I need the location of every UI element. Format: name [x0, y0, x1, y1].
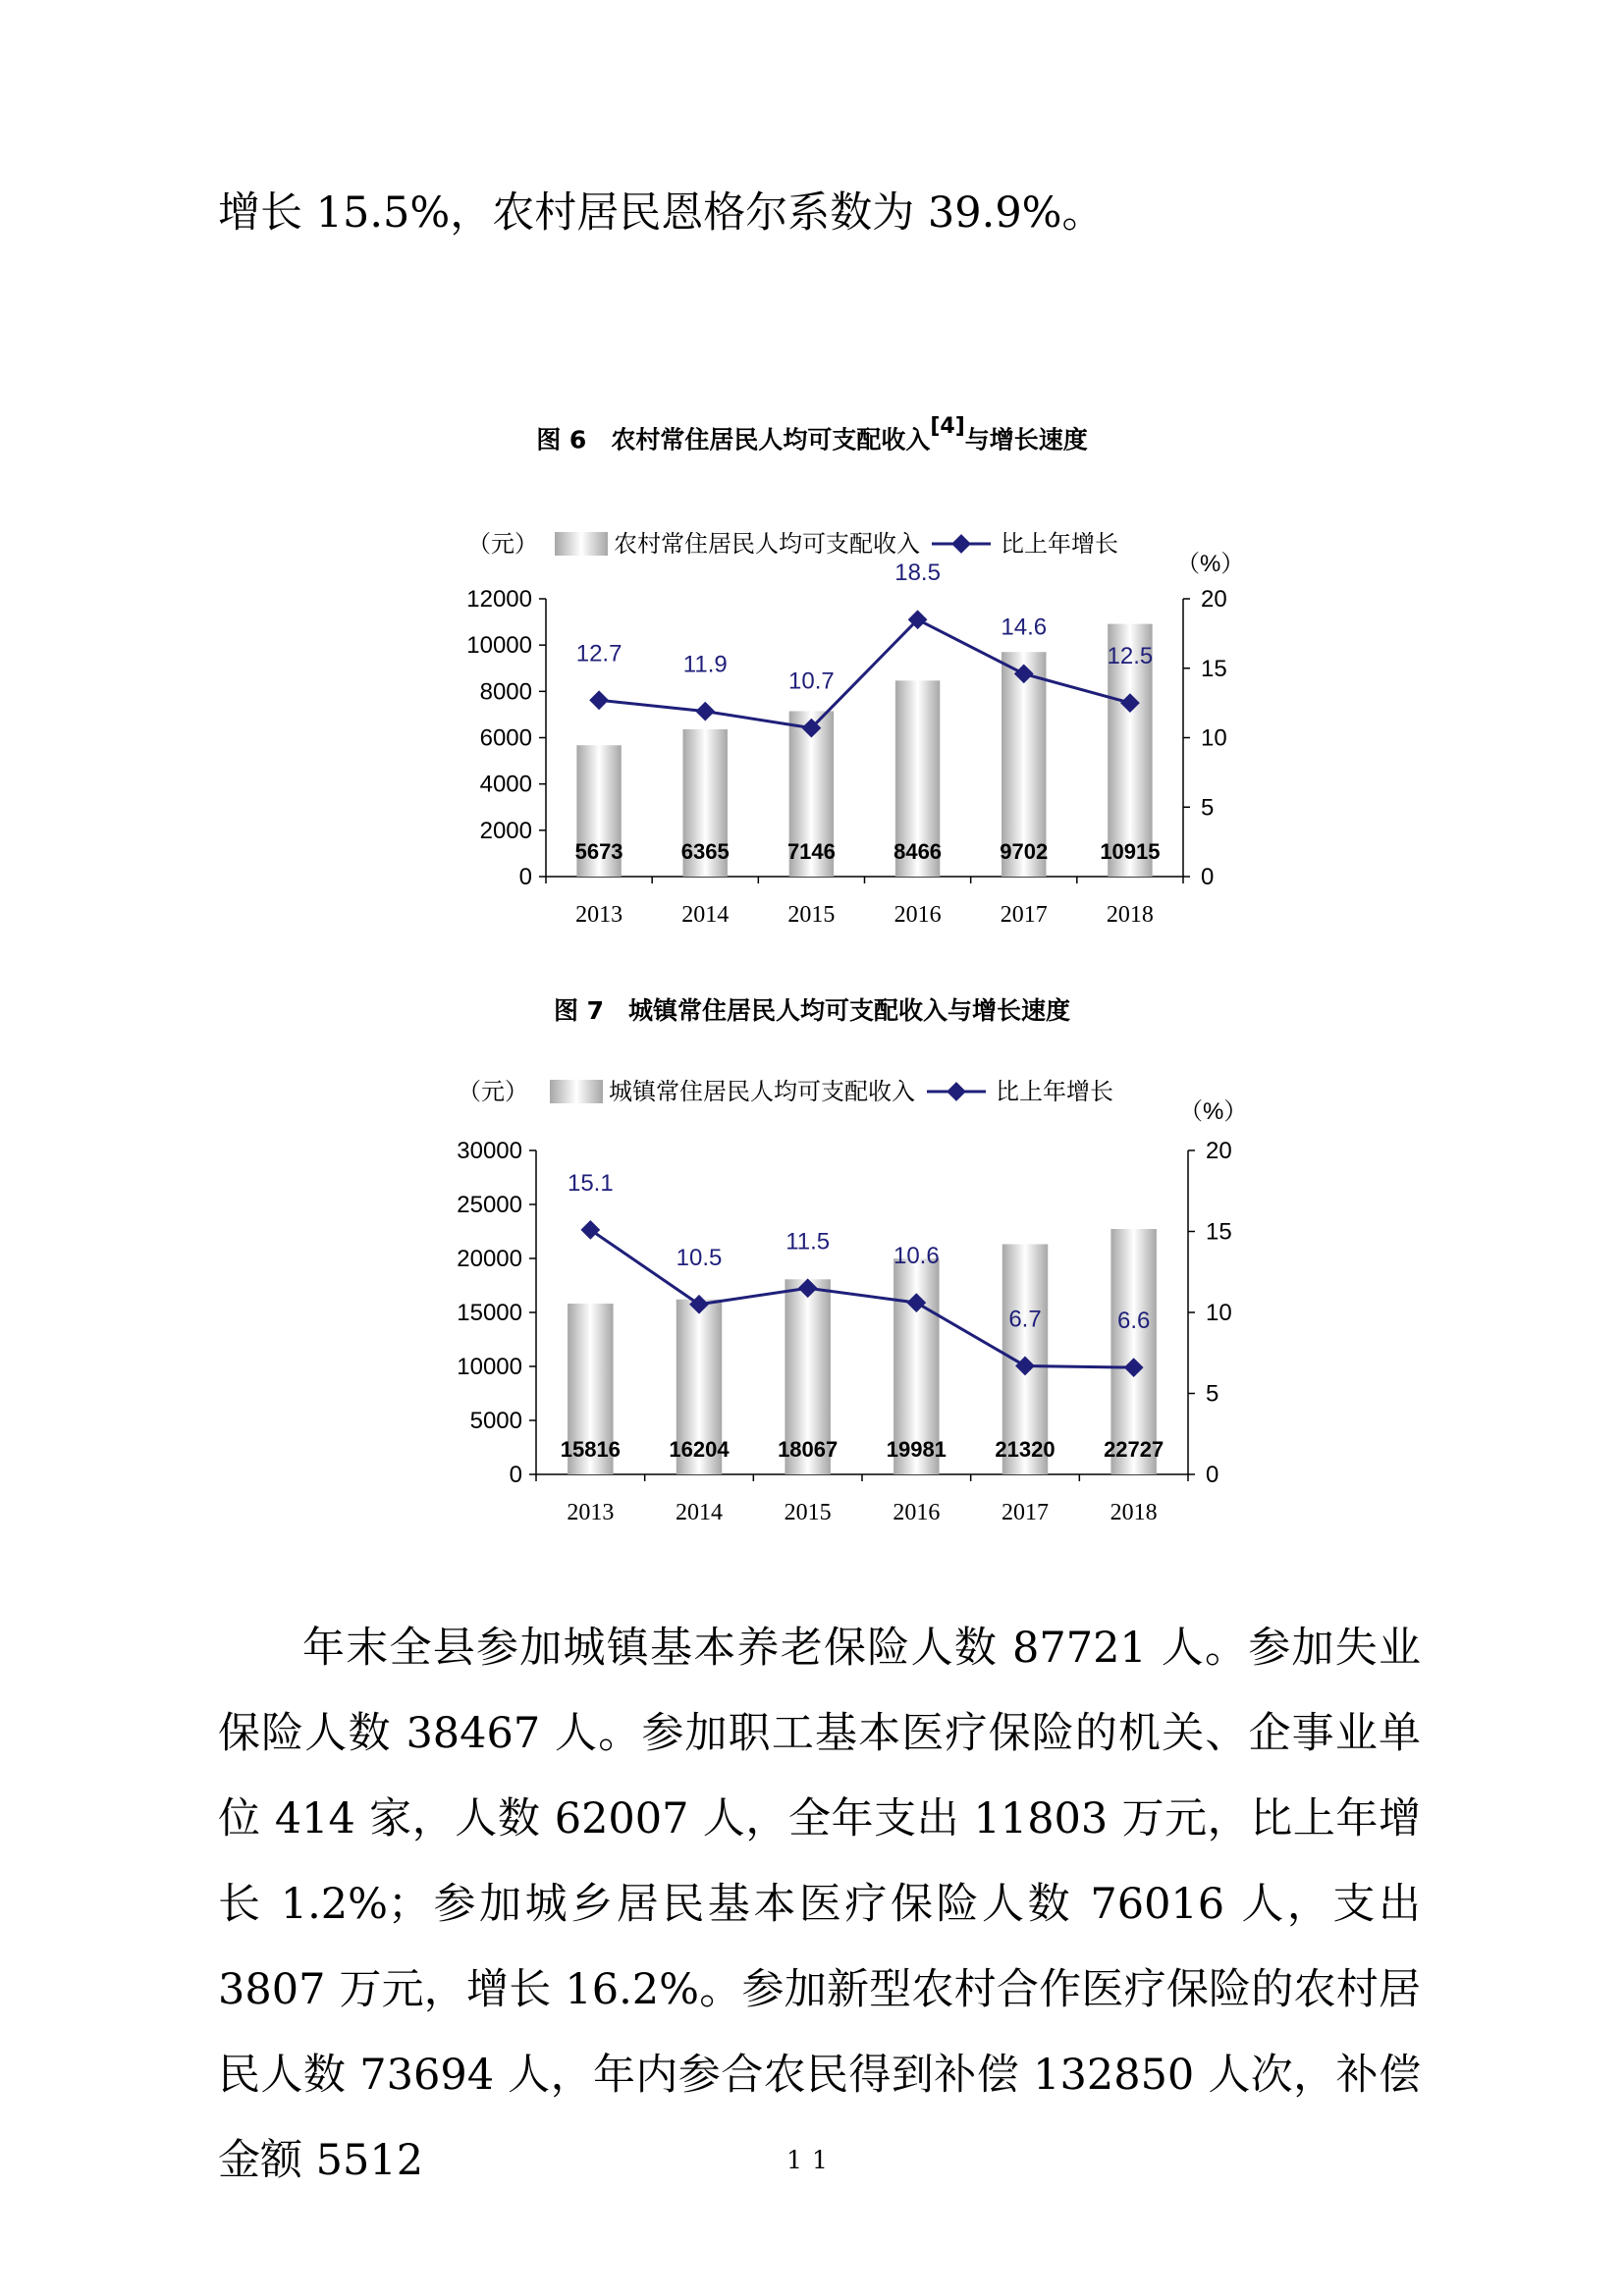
legend-bar-swatch: [550, 1080, 603, 1103]
growth-value-label: 10.6: [893, 1243, 940, 1270]
y-right-unit: （%）: [1176, 551, 1245, 577]
page-number: 11: [786, 2146, 838, 2174]
legend-line-marker: [947, 1082, 966, 1101]
growth-point: [580, 1220, 600, 1240]
y-right-tick-label: 10: [1206, 1300, 1232, 1326]
bar-value-label: 21320: [995, 1437, 1056, 1462]
x-tick-label: 2016: [893, 902, 942, 928]
y-right-tick-label: 20: [1206, 1138, 1232, 1164]
growth-point: [695, 702, 715, 721]
legend-line-marker: [951, 534, 971, 554]
figure-7-title: 图 7 城镇常住居民人均可支配收入与增长速度: [553, 996, 1071, 1025]
bar-value-label: 10915: [1100, 839, 1161, 864]
bar-value-label: 16204: [669, 1437, 730, 1462]
growth-value-label: 6.6: [1116, 1308, 1151, 1335]
growth-value-label: 11.9: [682, 651, 728, 678]
legend-line-label: 比上年增长: [996, 1079, 1113, 1105]
y-right-tick-label: 5: [1206, 1380, 1219, 1408]
legend-bar-swatch: [555, 532, 608, 556]
growth-point: [589, 690, 609, 710]
bar-value-label: 22727: [1104, 1437, 1164, 1462]
y-right-unit: （%）: [1179, 1098, 1248, 1125]
chart-urban-income: [0, 1060, 1624, 1551]
x-tick-label: 2016: [893, 1500, 941, 1525]
x-tick-label: 2014: [676, 1500, 723, 1525]
y-left-tick-label: 6000: [479, 724, 532, 752]
chart-rural-income: [0, 510, 1624, 952]
growth-value-label: 18.5: [894, 560, 941, 587]
growth-value-label: 12.7: [575, 640, 623, 667]
bar-value-label: 9702: [1000, 839, 1049, 864]
legend-bar-label: 城镇常住居民人均可支配收入: [609, 1079, 915, 1105]
y-left-tick-label: 4000: [479, 771, 532, 798]
bar-value-label: 15816: [560, 1437, 621, 1462]
body-paragraph: 年末全县参加城镇基本养老保险人数 87721 人。参加失业保险人数 38467 人。参加职工基本医疗保险的机关、企事业单位 414 家，人数 62007 人，全年支出 11803 万元，比上年增长 1.2%；参加城乡居民基本医疗保险人数 76016 人，支出 3807 万元，增长 16.2%。参加新型农村合作医疗保险的农村居民人数 73694 人，年内参合农民得到补偿 132850 人次，补偿金额 5512: [218, 1624, 1421, 2185]
x-tick-label: 2017: [1001, 1500, 1049, 1525]
legend-bar-label: 农村常住居民人均可支配收入: [614, 531, 920, 558]
y-right-tick-label: 15: [1201, 655, 1227, 682]
bar-value-label: 5673: [574, 839, 623, 864]
growth-value-label: 10.5: [676, 1244, 723, 1271]
bar-value-label: 7146: [786, 839, 836, 864]
bar-value-label: 19981: [886, 1437, 947, 1462]
y-left-tick-label: 0: [518, 864, 532, 890]
y-left-tick-label: 8000: [479, 678, 532, 706]
growth-value-label: 6.7: [1008, 1306, 1042, 1333]
growth-value-label: 12.5: [1107, 643, 1154, 670]
y-left-tick-label: 10000: [466, 632, 532, 660]
y-left-tick-label: 25000: [457, 1192, 522, 1218]
x-tick-label: 2015: [784, 1500, 832, 1525]
growth-value-label: 14.6: [1001, 614, 1048, 641]
y-left-tick-label: 15000: [457, 1300, 522, 1326]
figure-6-title-tail: 与增长速度: [964, 425, 1088, 454]
y-left-tick-label: 5000: [469, 1408, 522, 1434]
body-text-top: 增长 15.5%，农村居民恩格尔系数为 39.9%。: [218, 188, 1105, 238]
x-tick-label: 2017: [1000, 902, 1048, 928]
y-left-tick-label: 0: [509, 1462, 522, 1488]
bar-value-label: 8466: [893, 839, 943, 864]
y-right-tick-label: 0: [1201, 864, 1215, 890]
growth-line: [590, 1230, 1133, 1367]
x-tick-label: 2014: [681, 902, 730, 928]
y-left-tick-label: 10000: [457, 1354, 522, 1380]
y-right-tick-label: 10: [1201, 724, 1227, 752]
y-left-unit: （元）: [467, 531, 538, 558]
growth-value-label: 11.5: [785, 1228, 831, 1255]
growth-line: [599, 619, 1130, 727]
y-right-tick-label: 0: [1206, 1462, 1219, 1488]
y-right-tick-label: 15: [1206, 1218, 1232, 1246]
x-tick-label: 2013: [575, 902, 623, 928]
bar-value-label: 6365: [680, 839, 730, 864]
y-left-tick-label: 20000: [457, 1246, 522, 1272]
growth-value-label: 10.7: [788, 667, 835, 695]
bar-value-label: 18067: [778, 1437, 839, 1462]
y-left-unit: （元）: [458, 1079, 528, 1105]
y-left-tick-label: 12000: [466, 586, 532, 613]
x-tick-label: 2018: [1106, 902, 1154, 928]
x-tick-label: 2013: [567, 1500, 615, 1525]
legend-line-label: 比上年增长: [1001, 531, 1118, 558]
figure-6-title: [0, 414, 1624, 455]
x-tick-label: 2015: [787, 902, 836, 928]
y-right-tick-label: 5: [1201, 794, 1215, 822]
x-tick-label: 2018: [1110, 1500, 1158, 1525]
y-left-tick-label: 30000: [457, 1138, 522, 1164]
growth-value-label: 15.1: [567, 1169, 614, 1197]
y-right-tick-label: 20: [1201, 586, 1227, 613]
footnote-ref: [4]: [930, 414, 965, 439]
figure-6-title-text: 图 6 农村常住居民人均可支配收入: [536, 425, 931, 454]
y-left-tick-label: 2000: [479, 817, 532, 844]
